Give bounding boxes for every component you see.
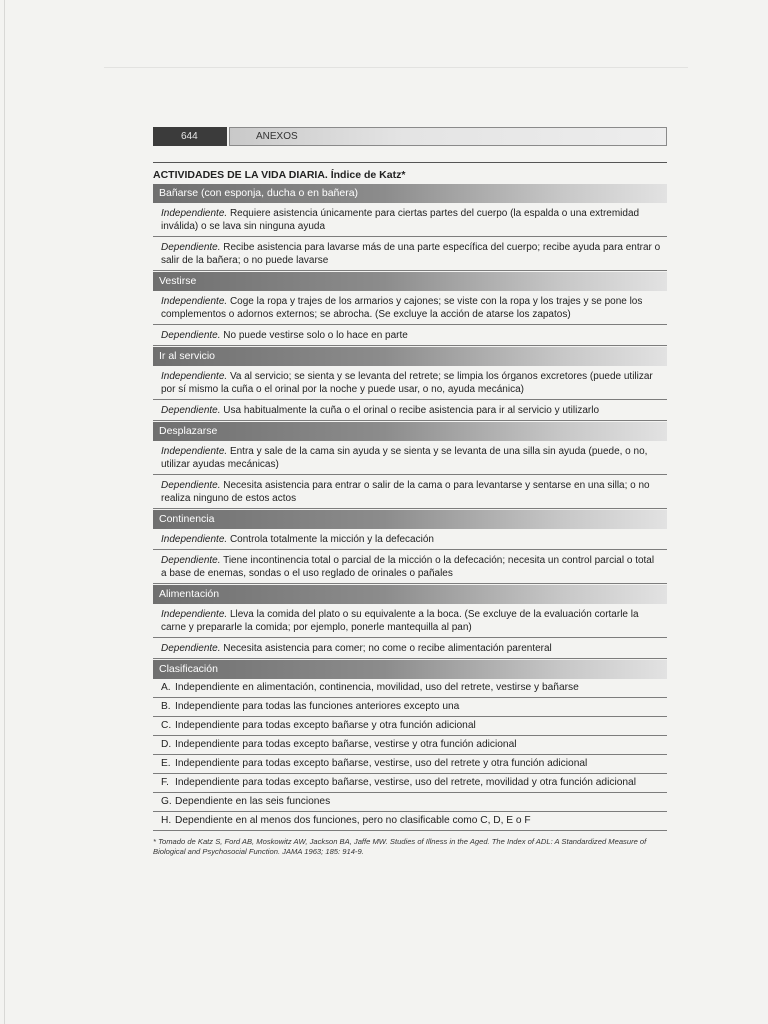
section-entry (153, 550, 667, 584)
section-heading: Alimentación (153, 585, 667, 604)
entry-term: Dependiente. (161, 405, 221, 416)
page-title: ACTIVIDADES DE LA VIDA DIARIA. Índice de Katz* (153, 162, 667, 183)
entry-term: Independiente. (161, 534, 228, 545)
entry-text: Usa habitualmente la cuña o el orinal o recibe asistencia para ir al servicio y utilizarlo (220, 405, 600, 416)
section-entry (153, 529, 667, 550)
scan-edge-line (4, 0, 5, 1024)
classification-item (153, 717, 667, 736)
classification-text: Dependiente en al menos dos funciones, pero no clasificable como C, D, E o F (175, 815, 531, 826)
entry-term: Independiente. (161, 208, 228, 219)
classification-text: Independiente para todas excepto bañarse, vestirse, uso del retrete y otra función adicional (175, 758, 588, 769)
classification-letter: C. (161, 720, 172, 731)
classification-item (153, 793, 667, 812)
classification-text: Independiente para todas excepto bañarse, vestirse y otra función adicional (175, 739, 517, 750)
entry-term: Independiente. (161, 371, 228, 382)
classification-letter: H. (161, 815, 172, 826)
entry-text: Necesita asistencia para comer; no come o recibe alimentación parenteral (220, 643, 552, 654)
section-entry (153, 237, 667, 271)
entry-term: Dependiente. (161, 242, 221, 253)
entry-text: No puede vestirse solo o lo hace en parte (220, 330, 408, 341)
page-number: 644 (153, 127, 227, 146)
entry-text: Va al servicio; se sienta y se levanta del retrete; se limpia los órganos excretores (puede utilizar por sí mismo la cuña o el orinal por la noche y puede usar, o no, ayuda mecánica) (161, 371, 653, 395)
section-heading: Desplazarse (153, 422, 667, 441)
section-heading: Vestirse (153, 272, 667, 291)
entry-term: Independiente. (161, 609, 228, 620)
scan-top-line (104, 67, 688, 68)
entry-text: Requiere asistencia únicamente para ciertas partes del cuerpo (la espalda o una extremidad inválida) o se lava sin ninguna ayuda (161, 208, 640, 232)
classification-text: Independiente para todas excepto bañarse, vestirse, uso del retrete, movilidad y otra función adicional (175, 777, 636, 788)
section-entry (153, 638, 667, 659)
classification-letter: D. (161, 739, 172, 750)
entry-text: Coge la ropa y trajes de los armarios y cajones; se viste con la ropa y los trajes y se pone los complementos o adornos externos; se abrocha. (Se excluye la acción de atarse los zapatos) (161, 296, 643, 320)
section-entry (153, 604, 667, 638)
entry-term: Dependiente. (161, 330, 221, 341)
section-entry (153, 325, 667, 346)
section-entry (153, 203, 667, 237)
entry-text: Controla totalmente la micción y la defecación (227, 534, 434, 545)
classification-item (153, 679, 667, 698)
entry-text: Recibe asistencia para lavarse más de una parte específica del cuerpo; recibe ayuda para entrar o salir de la bañera; o no puede lavarse (161, 242, 661, 266)
entry-term: Independiente. (161, 296, 228, 307)
section-label: ANEXOS (229, 127, 667, 146)
entry-term: Dependiente. (161, 480, 221, 491)
classification-letter: A. (161, 682, 171, 693)
classification-item (153, 812, 667, 831)
running-header (153, 127, 667, 146)
classification-item (153, 698, 667, 717)
classification-text: Dependiente en las seis funciones (175, 796, 331, 807)
classification-item (153, 774, 667, 793)
classification-item (153, 736, 667, 755)
classification-text: Independiente para todas las funciones anteriores excepto una (175, 701, 460, 712)
classification-letter: F. (161, 777, 169, 788)
entry-text: Necesita asistencia para entrar o salir de la cama o para levantarse y sentarse en una silla; o no realiza ninguno de estos actos (161, 480, 650, 504)
classification-text: Independiente en alimentación, continencia, movilidad, uso del retrete, vestirse y bañarse (175, 682, 579, 693)
section-heading: Bañarse (con esponja, ducha o en bañera) (153, 184, 667, 203)
classification-heading: Clasificación (153, 660, 667, 679)
classification-text: Independiente para todas excepto bañarse y otra función adicional (175, 720, 476, 731)
footnote: * Tomado de Katz S, Ford AB, Moskowitz AW, Jackson BA, Jaffe MW. Studies of Illness in the Aged. The Index of ADL: A Standardized Measure of Biological and Psychosocial Function. JAMA 1963; 185: 914-9. (153, 837, 647, 856)
section-entry (153, 291, 667, 325)
section-heading: Continencia (153, 510, 667, 529)
section-heading: Ir al servicio (153, 347, 667, 366)
entry-term: Dependiente. (161, 555, 221, 566)
classification-list (153, 679, 667, 831)
activity-sections (153, 184, 667, 659)
entry-term: Dependiente. (161, 643, 221, 654)
classification-letter: B. (161, 701, 171, 712)
classification-item (153, 755, 667, 774)
section-entry (153, 475, 667, 509)
section-entry (153, 441, 667, 475)
section-entry (153, 400, 667, 421)
entry-text: Tiene incontinencia total o parcial de la micción o la defecación; necesita un control parcial o total a base de enemas, sondas o el uso reglado de orinales o pañales (161, 555, 655, 579)
classification-letter: G. (161, 796, 172, 807)
entry-text: Lleva la comida del plato o su equivalente a la boca. (Se excluye de la evaluación cortarle la carne y prepararle la comida; por ejemplo, ponerle mantequilla al pan) (161, 609, 639, 633)
classification-letter: E. (161, 758, 171, 769)
entry-text: Entra y sale de la cama sin ayuda y se sienta y se levanta de una silla sin ayuda (puede, o no, utilizar ayudas mecánicas) (161, 446, 648, 470)
entry-term: Independiente. (161, 446, 228, 457)
section-entry (153, 366, 667, 400)
document-page (153, 127, 667, 857)
